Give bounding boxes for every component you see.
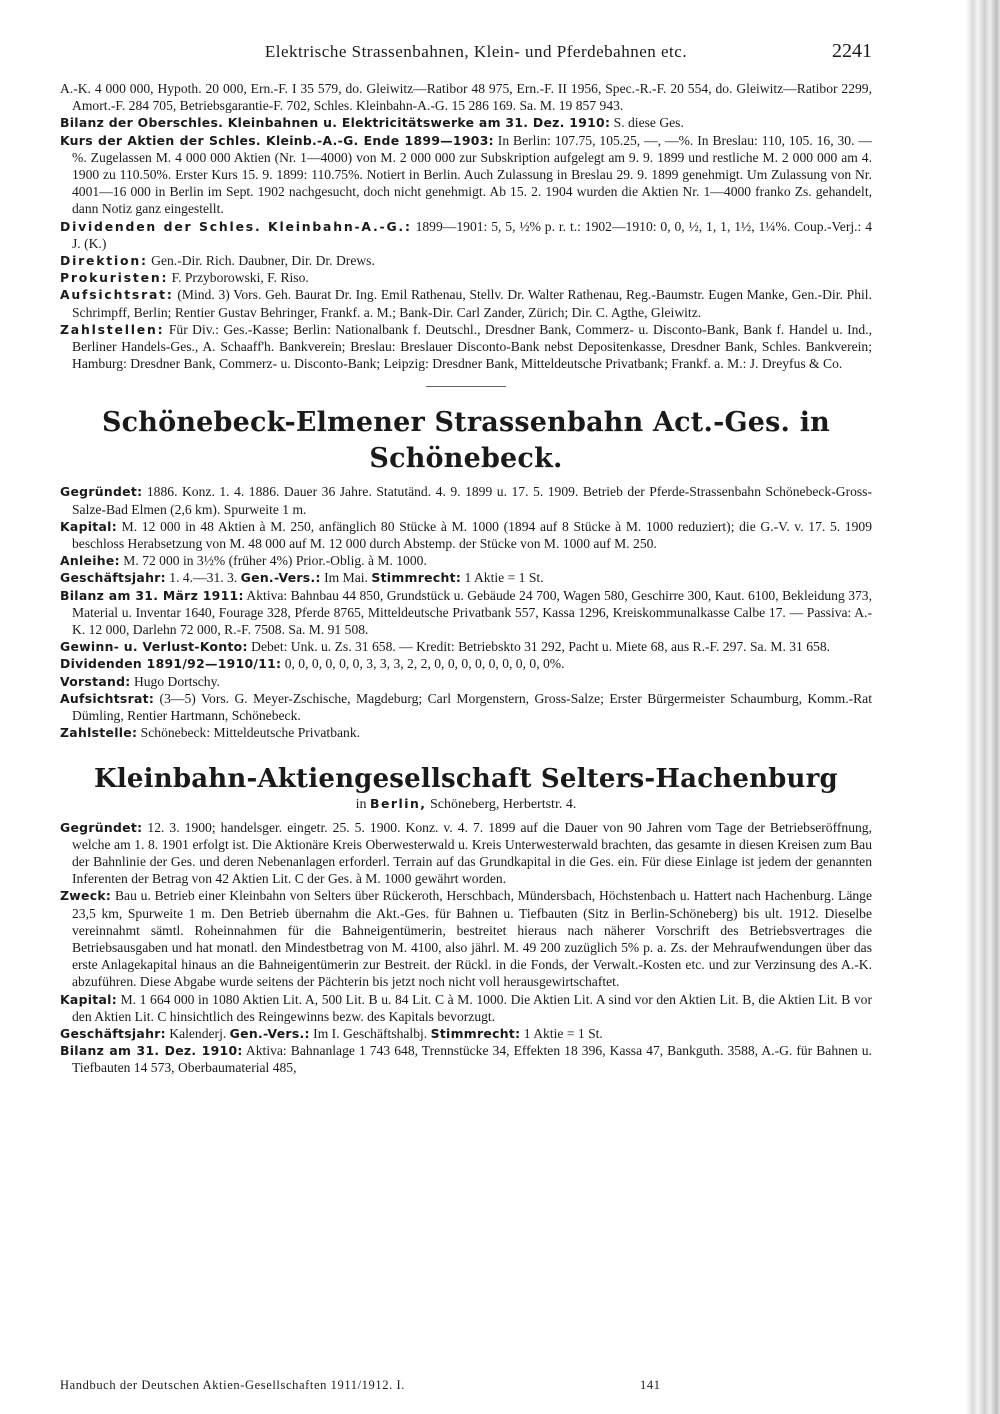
label-gegruendet: Gegründet: [60,819,143,835]
entry-gegruendet [60,483,872,517]
label-kurs: Kurs der Aktien der Schles. Kleinb.-A.-G. Ende 1899—1903: [60,132,494,148]
entry-anleihe [60,552,872,569]
label-kapital: Kapital: [60,991,117,1007]
text-kapital: M. 1 664 000 in 1080 Aktien Lit. A, 500 Lit. B u. 84 Lit. C à M. 1000. Die Aktien Lit. A sind vor den Aktien Lit. B, die Aktien Lit. B vor den Aktien Lit. C hinsichtlich des Reingewinns bezw. des Kapitals bevorzugt. [72,991,872,1024]
text-gegruendet: 1886. Konz. 1. 4. 1886. Dauer 36 Jahre. Statutänd. 4. 9. 1899 u. 17. 5. 1909. Betrieb der Pferde-Strassenbahn Schönebeck-Gross-Salze-Bad Elmen (2,6 km). Spurweite 1 m. [72,484,872,517]
section-selters-hachenburg [60,819,872,1077]
label-zweck: Zweck: [60,888,112,904]
entry-prokuristen [60,269,872,286]
company-title-schoenebeck: Schönebeck-Elmener Strassenbahn Act.-Ges. in Schönebeck. [101,407,831,475]
entry-kapital [60,991,872,1025]
label-geschaeftsjahr: Geschäftsjahr: [60,1025,166,1041]
label-vorstand: Vorstand: [60,673,131,689]
label-kapital: Kapital: [60,518,117,534]
company-location [60,796,872,813]
label-stimmrecht: Stimmrecht: [371,570,462,586]
location-city: Berlin, [370,795,427,811]
label-gen-vers: Gen.-Vers.: [229,1025,310,1041]
text-geschaeftsjahr: Kalenderj. [165,1025,230,1041]
section-schles-kleinbahn [60,80,872,372]
text-dividenden: 0, 0, 0, 0, 0, 0, 3, 3, 3, 2, 2, 0, 0, 0, 0, 0, 0, 0, 0, 0%. [281,656,565,672]
text-zweck: Bau u. Betrieb einer Kleinbahn von Selters über Rückeroth, Herschbach, Mündersbach, Höchstenbach u. Hattert nach Hachenburg. Länge 23,5 km, Spurweite 1 m. Den Betrieb übernahm die Akt.-Ges. für Bahnen u. Tiefbauten (Sitz in Berlin-Schöneberg) bis ult. 1912. Dieselbe vereinnahmt sämtl. Roheinnahmen für die Bahneigentümerin, bestreitet hieraus nach näherer Vorschrift des Betriebsvertrages die Betriebsausgaben und hat monatl. den Mindestbetrag von M. 4100, also jährl. M. 49 200 zuzüglich 5% p. a. Zs. der Mehraufwendungen über das erste Anlagekapital hinaus an die Bahneigentümerin zur Bestreit. der Rückl. in die Fonds, der Verwalt.-Kosten etc. und zur Verzinsung des A.-K. abzuführen. Diese Abgabe wurde seitens der Pächterin bis jetzt noch nicht voll herausgewirtschaftet. [72,888,872,990]
label-dividenden: Dividenden 1891/92—1910/11: [60,656,282,672]
entry-zahlstellen [60,321,872,373]
label-bilanz: Bilanz am 31. März 1911: [60,587,244,603]
text-gen-vers: Im Mai. [320,570,372,586]
text-geschaeftsjahr: 1. 4.—31. 3. [165,570,241,586]
section-divider [426,386,506,387]
label-zahlstelle: Zahlstelle: [60,725,138,741]
text-prokuristen: F. Przyborowski, F. Riso. [168,270,309,286]
section-schoenebeck [60,483,872,741]
label-stimmrecht: Stimmrecht: [430,1025,521,1041]
text-anleihe: M. 72 000 in 3½% (früher 4%) Prior.-Oblig. à M. 1000. [119,553,427,569]
text-dividenden: 1899—1901: 5, 5, ½% p. r. t.: 1902—1910: 0, 0, ½, 1, 1, 1½, 1¼%. Coup.-Verj.: 4 J. (K.) [72,218,872,251]
entry-zweck [60,887,872,990]
label-anleihe: Anleihe: [60,553,120,569]
label-direktion: Direktion: [60,253,148,269]
running-title: Elektrische Strassenbahnen, Klein- und Pferdebahnen etc. [264,42,688,61]
label-gewinn-verlust: Gewinn- u. Verlust-Konto: [60,639,248,655]
label-gegruendet: Gegründet: [60,484,143,500]
entry-kurs [60,132,872,218]
text-stimmrecht: 1 Aktie = 1 St. [520,1025,603,1041]
entry-gegruendet [60,819,872,888]
entry-aufsichtsrat [60,690,872,724]
text-bilanz: Aktiva: Bahnbau 44 850, Grundstück u. Gebäude 24 700, Wagen 580, Geschirre 300, Kaut. 6100, Bekleidung 373, Material u. Inventar 1640, Fourage 328, Pferde 8765, Mitteldeutsche Privatbank 557, Kassa 1296, Kreiskommunalkasse Calbe 17. — Passiva: A.-K. 12 000, Darlehn 72 000, R.-F. 7508. Sa. M. 91 508. [72,587,872,638]
book-edge-shadow [966,0,1000,1414]
page-footer [60,1378,840,1393]
text-zahlstellen: Für Div.: Ges.-Kasse; Berlin: Nationalbank f. Deutschl., Dresdner Bank, Commerz- u. Disconto-Bank, Bank f. Handel u. Ind., Berliner Handels-Ges., A. Schaaff'h. Bankverein; Breslau: Breslauer Disconto-Bank nebst Depositenkasse, Dresdner Bank, Schles. Bankverein; Hamburg: Dresdner Bank, Commerz- u. Disconto-Bank; Leipzig: Dresdner Bank, Mitteldeutsche Privatbank; Frankf. a. M.: J. Dreyfus & Co. [72,321,872,372]
running-header [60,40,872,80]
entry-gewinn-verlust [60,638,872,655]
entry-bilanz [60,1042,872,1076]
label-aufsichtsrat: Aufsichtsrat: [60,690,155,706]
entry-kapital [60,518,872,552]
footer-publication: Handbuch der Deutschen Aktien-Gesellschaften 1911/1912. I. [60,1378,406,1392]
text-kurs: In Berlin: 107.75, 105.25, —, —%. In Breslau: 110, 105. 16, 30. —%. Zugelassen M. 4 000 000 Aktien (Nr. 1—4000) von M. 2 000 000 zur Subskription aufgelegt am 9. 9. 1899 und restliche M. 2 000 000 am 4. 1900 zu 110.50%. Erster Kurs 15. 9. 1899: 110.75%. Notiert in Berlin. Auch Zulassung in Breslau 29. 9. 1899 genehmigt. Um Zulassung von Nr. 4001—16 000 in Berlin im Sept. 1902 nachgesucht, doch nicht genehmigt. Ab 15. 2. 1904 wurden die Aktien Nr. 1—4000 franko Zs. gehandelt, dann Notiz ganz eingestellt. [72,132,872,217]
balance-passiva-text: A.-K. 4 000 000, Hypoth. 20 000, Ern.-F. I 35 579, do. Gleiwitz—Ratibor 48 975, Ern.-F. II 1956, Spec.-R.-F. 20 554, do. Gleiwitz—Ratibor 2299, Amort.-F. 284 705, Betriebsgarantie-F. 702, Schles. Kleinbahn-A.-G. 15 286 169. Sa. M. 19 857 943. [60,81,872,114]
location-address: Schöneberg, Herbertstr. 4. [426,796,577,812]
label-aufsichtsrat: Aufsichtsrat: [60,287,174,303]
entry-bilanz-ref [60,114,872,131]
text-direktion: Gen.-Dir. Rich. Daubner, Dir. Dr. Drews. [147,253,375,269]
text-zahlstelle: Schönebeck: Mitteldeutsche Privatbank. [137,725,361,741]
book-page [60,40,872,1380]
label-gen-vers: Gen.-Vers.: [240,570,321,586]
label-zahlstellen: Zahlstellen: [60,321,165,337]
text-bilanz: Aktiva: Bahnanlage 1 743 648, Trennstücke 34, Effekten 18 396, Kassa 47, Bankguth. 3588, A.-G. für Bahnen u. Tiefbauten 14 573, Oberbaumaterial 485, [72,1043,872,1076]
entry-vorstand [60,673,872,690]
entry-dividenden [60,218,872,252]
text-bilanz-ref: S. diese Ges. [610,115,684,131]
entry-bilanz [60,587,872,639]
label-bilanz-ref: Bilanz der Oberschles. Kleinbahnen u. Elektricitätswerke am 31. Dez. 1910: [60,115,611,131]
entry-direktion [60,252,872,269]
entry-aufsichtsrat [60,286,872,320]
footer-signature: 141 [640,1378,661,1392]
text-gegruendet: 12. 3. 1900; handelsger. eingetr. 25. 5. 1900. Konz. v. 4. 7. 1899 auf die Dauer von 90 Jahren vom Tage der Betriebseröffnung, welche am 1. 8. 1901 erfolgt ist. Die Aktionäre Kreis Oberwesterwald u. Kreis Unterwesterwald brachten, das gesamte in diesen Kreisen zum Bau der Bahnlinie der Ges. und deren Nebenanlagen erforderl. Terrain auf das Grundkapital in die Ges. ein. Für diese Einlage ist jedem der genannten Inferenten der Betrag von 42 Aktien Lit. C der Ges. à M. 1000 gewährt worden. [72,819,872,887]
text-kapital: M. 12 000 in 48 Aktien à M. 250, anfänglich 80 Stücke à M. 1000 (1894 auf 8 Stücke à M. 1000 reduziert); die G.-V. v. 17. 5. 1909 beschloss Herabsetzung von M. 48 000 auf M. 12 000 durch Abstemp. der Stücke von M. 1000 auf M. 250. [72,518,872,552]
text-aufsichtsrat: (Mind. 3) Vors. Geh. Baurat Dr. Ing. Emil Rathenau, Stellv. Dr. Walter Rathenau, Reg.-Baumstr. Eugen Manke, Gen.-Dir. Phil. Schrimpff, Berlin; Rentier Gustav Behringer, Frankf. a. M.; Bank-Dir. Carl Zander, Zürich; Dir. C. Agthe, Gleiwitz. [72,287,872,320]
page-number: 2241 [832,40,872,62]
entry-geschaeftsjahr [60,569,872,586]
text-gen-vers: Im I. Geschäftshalbj. [309,1025,431,1041]
label-geschaeftsjahr: Geschäftsjahr: [60,570,166,586]
company-title-selters-hachenburg: Kleinbahn-Aktiengesellschaft Selters-Hachenburg [94,763,838,794]
label-dividenden: Dividenden der Schles. Kleinbahn-A.-G.: [60,218,412,234]
label-bilanz: Bilanz am 31. Dez. 1910: [60,1043,243,1059]
entry-dividenden [60,655,872,672]
entry-zahlstelle [60,724,872,741]
text-stimmrecht: 1 Aktie = 1 St. [461,570,544,586]
text-gewinn-verlust: Debet: Unk. u. Zs. 31 658. — Kredit: Betriebskto 31 292, Pacht u. Miete 68, aus R.-F. 297. Sa. M. 31 658. [247,639,831,655]
label-prokuristen: Prokuristen: [60,270,169,286]
entry-geschaeftsjahr [60,1025,872,1042]
text-vorstand: Hugo Dortschy. [130,673,220,689]
text-aufsichtsrat: (3—5) Vors. G. Meyer-Zschische, Magdeburg; Carl Morgenstern, Gross-Salze; Erster Bürgermeister Schaumburg, Komm.-Rat Dümling, Rentier Hartmann, Schönebeck. [72,690,872,724]
location-prefix: in [355,796,371,812]
